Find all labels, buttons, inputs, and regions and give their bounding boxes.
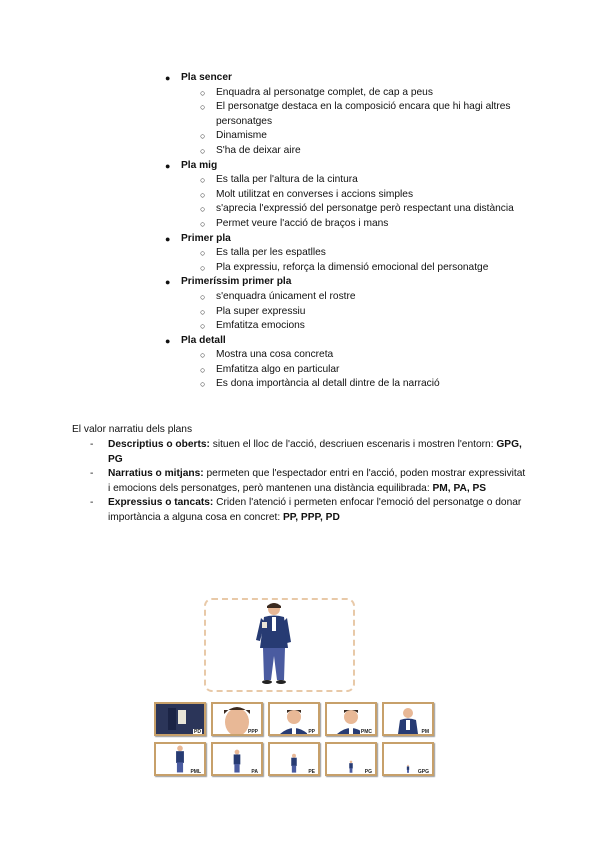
- plan-subitem: [165, 129, 565, 144]
- narrative-item: [90, 438, 530, 467]
- circle-bullet-icon: ○: [200, 321, 206, 332]
- shot-thumbnail: [382, 702, 434, 736]
- shot-thumbnail: [382, 742, 434, 776]
- dash-bullet: -: [90, 439, 94, 450]
- plan-subitem: [165, 305, 565, 320]
- plan-subitem-text: Pla super expressiu: [216, 305, 306, 317]
- narrative-heading: El valor narratiu dels plans: [72, 424, 193, 435]
- plan-subitem: [165, 261, 565, 276]
- plan-subitem: [165, 363, 565, 378]
- plan-title: Primeríssim primer pla: [181, 276, 292, 288]
- plan-subitem-text: Emfatitza emocions: [216, 320, 305, 332]
- plans-list: [165, 71, 565, 392]
- plan-item: [165, 71, 565, 86]
- plan-subitem-text: Es dona importància al detall dintre de la narració: [216, 378, 440, 390]
- narrative-item-text: Criden l'atenció i permeten enfocar l'emoció del personatge o donar importància a alguna cosa en concret:: [108, 497, 522, 523]
- plan-subitem-text: Enquadra al personatge complet, de cap a peus: [216, 86, 433, 98]
- shot-thumbnail: [268, 702, 320, 736]
- plan-title: Pla sencer: [181, 72, 232, 83]
- shot-thumbnail: [211, 742, 263, 776]
- shot-thumbnail-label: GPG: [417, 769, 429, 775]
- narrative-item-codes: PM, PA, PS: [432, 482, 487, 494]
- circle-bullet-icon: ○: [200, 291, 206, 302]
- plan-subitem: [165, 348, 565, 363]
- bullet-icon: ●: [165, 233, 171, 244]
- shot-thumbnail: [154, 702, 206, 736]
- narrative-item-text: permeten que l'espectador entri en l'acció, poden mostrar expressivitat i emocions dels personatges, però mantenen una distància equilibrada:: [108, 468, 526, 494]
- plan-subitem-text: Mostra una cosa concreta: [216, 349, 334, 361]
- shot-thumbnail-label: PML: [190, 769, 201, 775]
- circle-bullet-icon: ○: [200, 350, 206, 361]
- plan-subitem-text: Pla expressiu, reforça la dimensió emocional del personatge: [216, 261, 489, 273]
- plan-subitem: [165, 144, 565, 159]
- shot-thumbnail-label: PG: [364, 769, 372, 775]
- narrative-item: [90, 467, 530, 496]
- plan-subitem: [165, 290, 565, 305]
- narrative-item-title: Descriptius o oberts:: [108, 439, 210, 450]
- shot-thumbnail-label: PP: [308, 729, 315, 735]
- circle-bullet-icon: ○: [200, 204, 206, 215]
- narrative-item-codes: PP, PPP, PD: [283, 511, 340, 523]
- circle-bullet-icon: ○: [200, 87, 206, 98]
- shot-thumbnail-label: PMC: [360, 729, 372, 735]
- narrative-list: [90, 438, 530, 526]
- plan-subitem-text: Permet veure l'acció de braços i mans: [216, 217, 389, 229]
- dash-bullet: -: [90, 497, 94, 509]
- plan-item: [165, 159, 565, 174]
- shot-thumbnail-label: PE: [308, 769, 315, 775]
- bullet-icon: ●: [165, 335, 171, 346]
- narrative-item: [90, 496, 530, 525]
- plan-title: Pla detall: [181, 334, 226, 346]
- plan-subitem-text: Dinamisme: [216, 130, 267, 142]
- shot-thumbnail-label: PM: [421, 729, 429, 735]
- plan-subitem-text: El personatge destaca en la composició encara que hi hagi altres personatges: [216, 101, 511, 127]
- plan-subitem: [165, 377, 565, 392]
- narrative-item-text: situen el lloc de l'acció, descriuen escenaris i mostren l'entorn:: [209, 439, 497, 450]
- plan-subitem-text: Emfatitza algo en particular: [216, 363, 340, 375]
- shot-thumbnail: [325, 742, 377, 776]
- plan-subitem-text: s'aprecia l'expressió del personatge però respectant una distància: [216, 203, 514, 215]
- circle-bullet-icon: ○: [200, 379, 206, 390]
- businessman-figure-icon: [206, 600, 353, 690]
- plan-item: [165, 275, 565, 290]
- plan-subitem-text: Molt utilitzat en converses i accions simples: [216, 188, 414, 200]
- plan-title: Pla mig: [181, 159, 218, 171]
- dash-bullet: -: [90, 468, 94, 480]
- bullet-icon: ●: [165, 277, 171, 288]
- narrative-item-codes: GPG, PG: [108, 439, 522, 465]
- narrative-item-title: Narratius o mitjans:: [108, 468, 204, 480]
- circle-bullet-icon: ○: [200, 131, 206, 142]
- shot-thumbnail: [154, 742, 206, 776]
- bullet-icon: ●: [165, 73, 171, 83]
- shot-thumbnail: [211, 702, 263, 736]
- shot-thumbnail-label: PA: [251, 769, 258, 775]
- plan-item: [165, 232, 565, 247]
- plan-subitem-text: Es talla per les espatlles: [216, 247, 326, 259]
- shot-thumbnail-label: PPP: [247, 729, 258, 735]
- plan-subitem-text: Es talla per l'altura de la cintura: [216, 174, 358, 186]
- plan-subitem: [165, 188, 565, 203]
- shot-thumbnail-label: PD: [194, 729, 201, 735]
- plan-subitem: [165, 100, 565, 129]
- plan-subitem: [165, 86, 565, 101]
- circle-bullet-icon: ○: [200, 102, 206, 113]
- plan-subitem: [165, 246, 565, 261]
- shot-thumbnail: [325, 702, 377, 736]
- plan-subitem-text: S'ha de deixar aire: [216, 144, 301, 156]
- full-shot-frame: [204, 598, 355, 692]
- plan-subitem: [165, 319, 565, 334]
- circle-bullet-icon: ○: [200, 145, 206, 156]
- circle-bullet-icon: ○: [200, 175, 206, 186]
- circle-bullet-icon: ○: [200, 189, 206, 200]
- circle-bullet-icon: ○: [200, 218, 206, 229]
- plan-title: Primer pla: [181, 232, 231, 244]
- plan-subitem: [165, 202, 565, 217]
- circle-bullet-icon: ○: [200, 262, 206, 273]
- shot-types-illustration: [150, 594, 450, 794]
- plan-item: [165, 334, 565, 349]
- circle-bullet-icon: ○: [200, 364, 206, 375]
- plan-subitem: [165, 173, 565, 188]
- shot-thumbnail: [268, 742, 320, 776]
- plan-subitem: [165, 217, 565, 232]
- plan-subitem-text: s'enquadra únicament el rostre: [216, 290, 356, 302]
- bullet-icon: ●: [165, 160, 171, 171]
- circle-bullet-icon: ○: [200, 306, 206, 317]
- narrative-item-title: Expressius o tancats:: [108, 497, 214, 509]
- circle-bullet-icon: ○: [200, 248, 206, 259]
